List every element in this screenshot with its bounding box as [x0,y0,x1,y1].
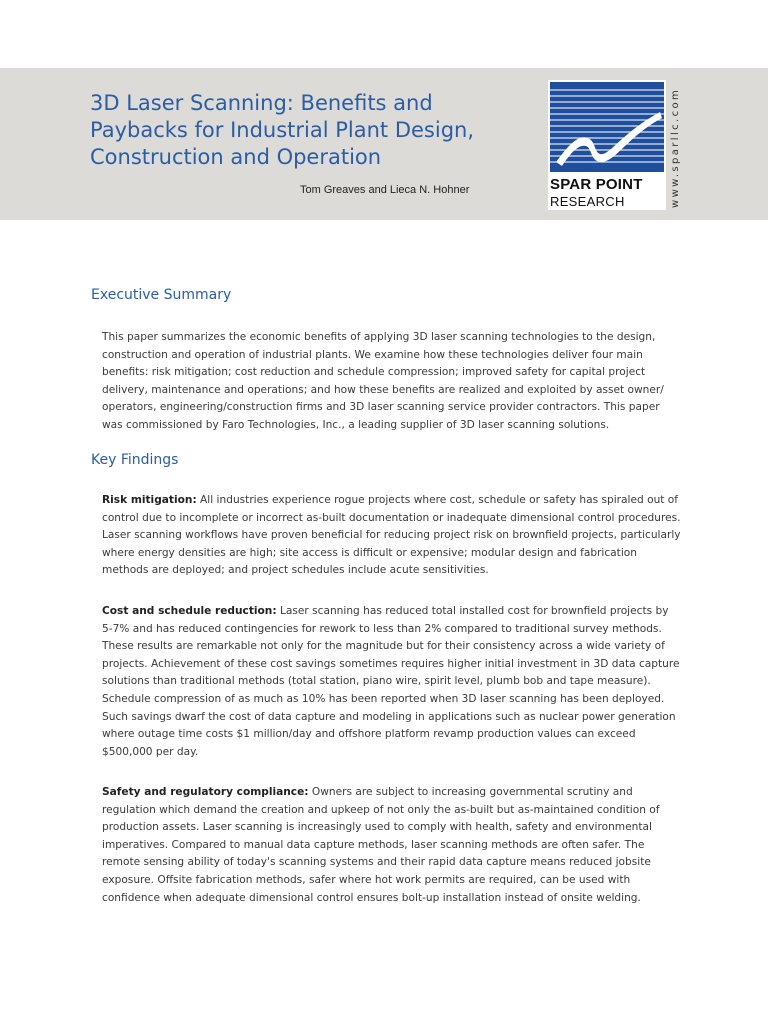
finding-text: All industries experience rogue projects where cost, schedule or safety has spiraled out of control due to incomplete or incorrect as-built documentation or inadequate dimensional control procedures. Laser scanning workflows have proven beneficial for reducing project risk on brownfield projects, particularly where energy densities are high; site access is difficult or expensive; modular design and fabrication methods are deployed; and project schedules include acute sensitivities. [102,494,681,577]
spar-point-logo [548,80,666,210]
finding-lead: Cost and schedule reduction: [102,605,277,617]
authors: Tom Greaves and Lieca N. Hohner [300,184,470,196]
document-title: 3D Laser Scanning: Benefits and Paybacks for Industrial Plant Design, Construction and Operation [90,91,475,169]
executive-summary-text: This paper summarizes the economic benefits of applying 3D laser scanning technologies to the design, construction and operation of industrial plants. We examine how these technologies deliver four main benefits: risk mitigation; cost reduction and schedule compression; improved safety for capital project delivery, maintenance and operations; and how these benefits are realized and exploited by asset owner/ operators, engineering/construction firms and 3D laser scanning service provider contractors. This paper was commissioned by Faro Technologies, Inc., a leading supplier of 3D laser scanning solutions. [102,331,664,431]
logo-subtitle: RESEARCH [550,194,625,209]
finding-risk-mitigation [102,492,682,580]
finding-text: Laser scanning has reduced total installed cost for brownfield projects by 5-7% and has reduced contingencies for rework to less than 2% compared to traditional survey methods. These results are remarkable not only for the magnitude but for their consistency across a wide variety of projects. Achievement of these cost savings sometimes requires higher initial investment in 3D data capture solutions than traditional methods (total station, piano wire, spirit level, plumb bob and tape measure). Schedule compression of as much as 10% has been reported when 3D laser scanning has been deployed. Such savings dwarf the cost of data capture and modeling in applications such as nuclear power generation where outage time costs $1 million/day and offshore platform revamp production values can exceed $500,000 per day. [102,605,680,758]
key-findings-heading: Key Findings [91,452,179,468]
finding-lead: Risk mitigation: [102,494,197,506]
executive-summary-heading: Executive Summary [91,287,232,303]
finding-lead: Safety and regulatory compliance: [102,786,309,798]
website-url: www.sparllc.com [670,87,681,208]
finding-safety-compliance [102,784,682,907]
finding-cost-schedule [102,603,682,761]
logo-wave-icon [550,82,664,172]
finding-text: Owners are subject to increasing governmental scrutiny and regulation which demand the creation and upkeep of not only the as-built but as-maintained condition of production assets. Laser scanning is increasingly used to comply with health, safety and environmental imperatives. Compared to manual data capture methods, laser scanning methods are often safer. The remote sensing ability of today's scanning systems and their rapid data capture means reduced jobsite exposure. Offsite fabrication methods, safer where hot work permits are required, can be used with confidence when adequate dimensional control ensures bolt-up installation instead of onsite welding. [102,786,660,904]
logo-name: SPAR POINT [550,176,643,193]
